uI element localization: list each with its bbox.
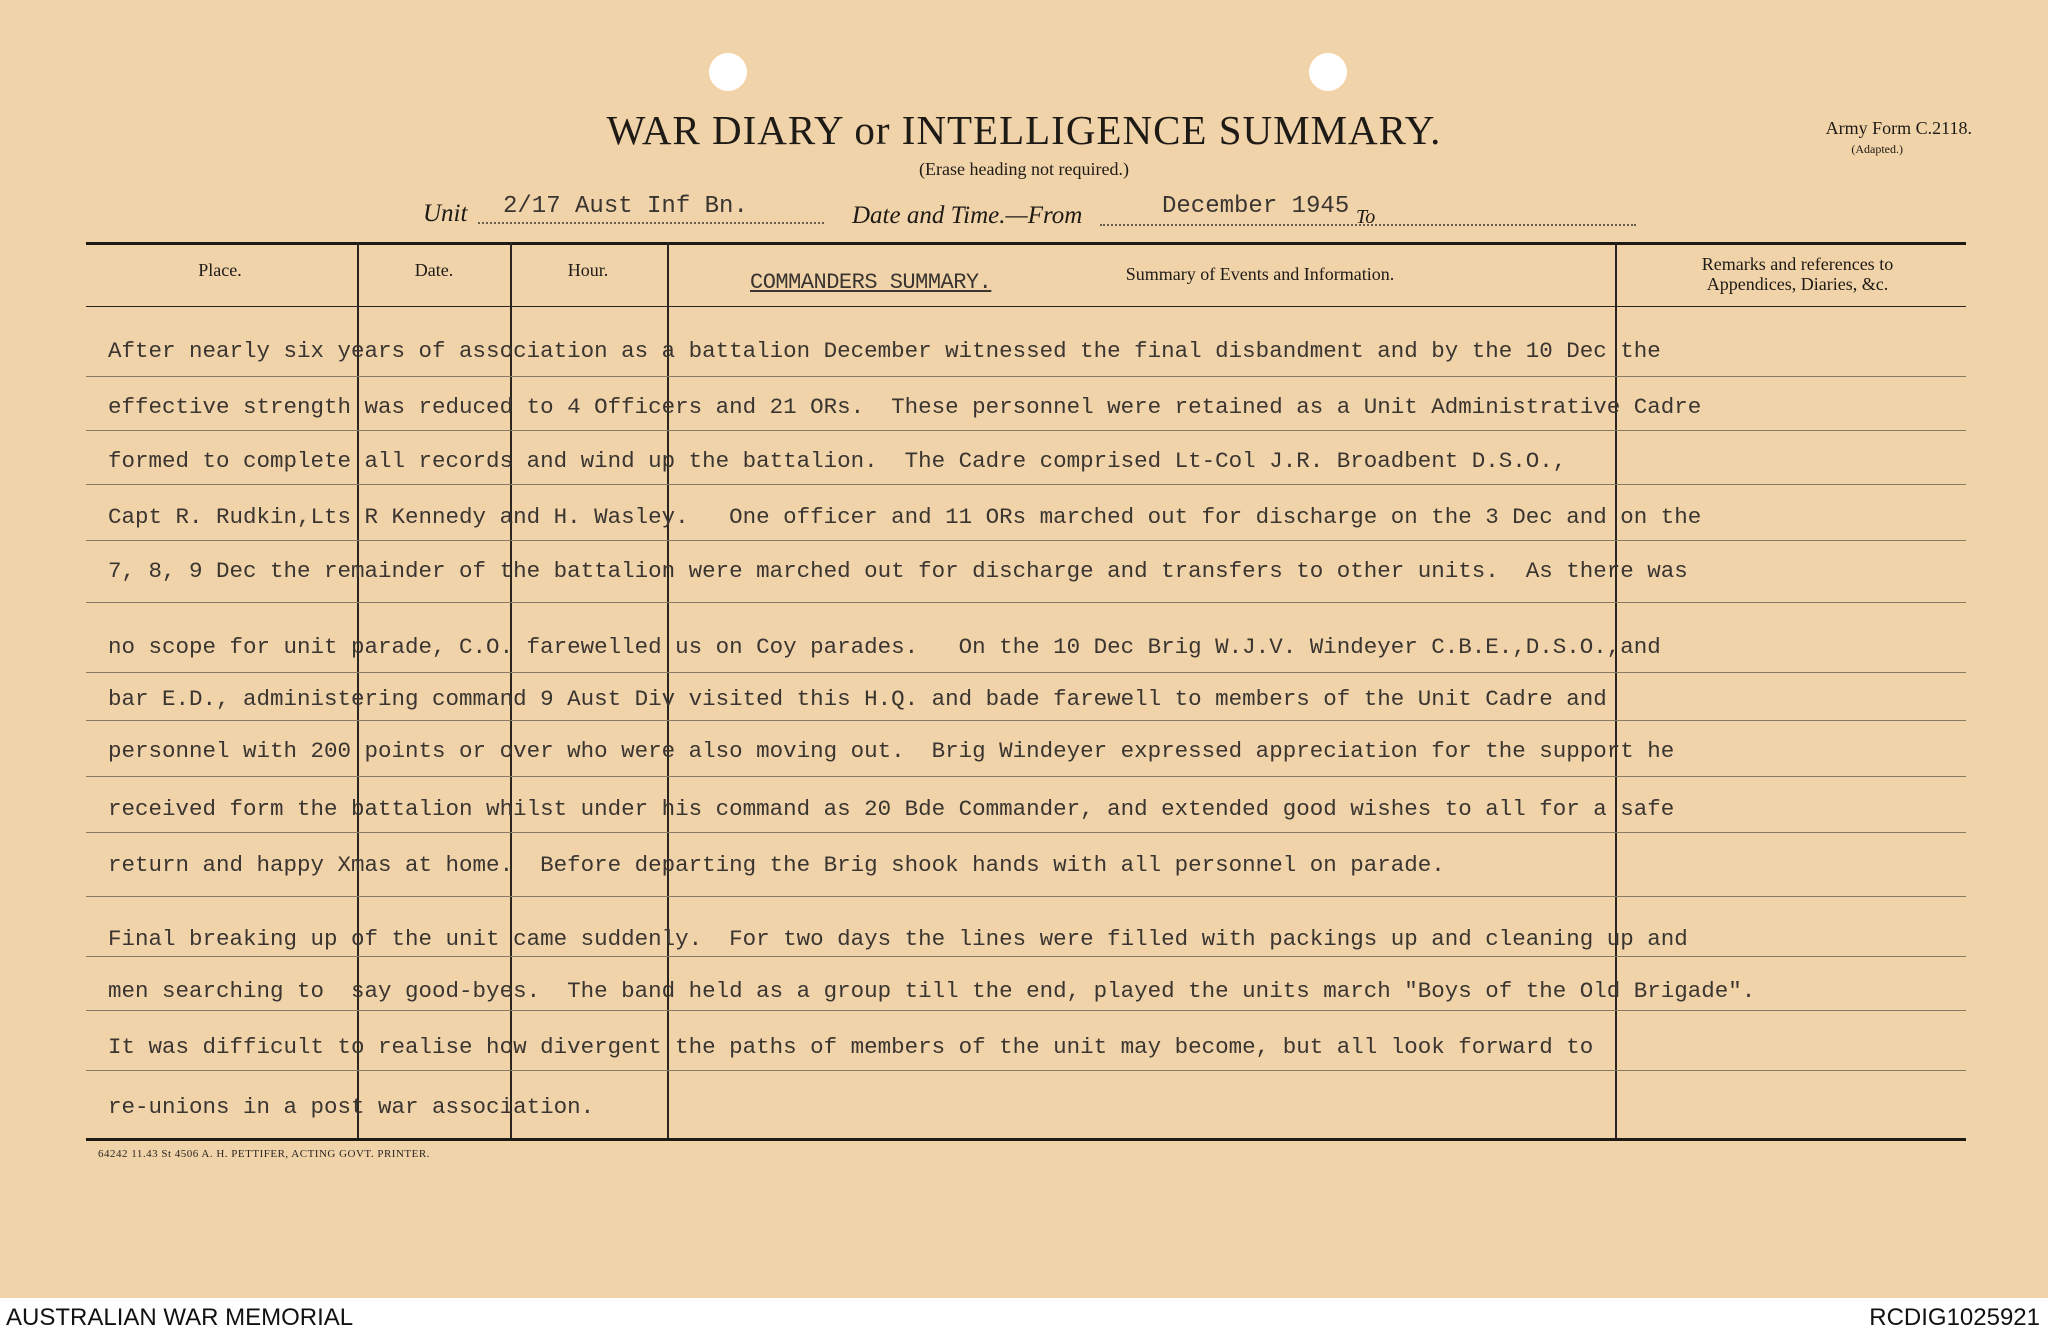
- diary-line: no scope for unit parade, C.O. farewelled us on Coy parades. On the 10 Dec Brig W.J.V. Windeyer C.B.E.,D.S.O.,and: [108, 634, 1661, 660]
- ruled-line: [86, 720, 1966, 721]
- ruled-line: [86, 832, 1966, 833]
- diary-line: received form the battalion whilst under his command as 20 Bde Commander, and extended good wishes to all for a safe: [108, 796, 1675, 822]
- printer-imprint: 64242 11.43 St 4506 A. H. PETTIFER, ACTING GOVT. PRINTER.: [98, 1148, 430, 1160]
- ruled-line: [86, 776, 1966, 777]
- ruled-line: [86, 1070, 1966, 1071]
- commanders-summary-heading: COMMANDERS SUMMARY.: [750, 270, 992, 295]
- diary-line: Final breaking up of the unit came suddenly. For two days the lines were filled with packings up and cleaning up and: [108, 926, 1688, 952]
- unit-dotline: [478, 222, 824, 224]
- unit-label: Unit: [423, 200, 468, 227]
- ruled-line: [86, 672, 1966, 673]
- date-from-label: Date and Time.—From: [852, 202, 1083, 229]
- diary-line: After nearly six years of association as a battalion December witnessed the final disbandment and by the 10 Dec the: [108, 338, 1661, 364]
- ruled-line: [86, 896, 1966, 897]
- col-header-summary: Summary of Events and Information.: [1125, 264, 1395, 284]
- col-header-place: Place.: [198, 260, 242, 280]
- unit-value: 2/17 Aust Inf Bn.: [503, 193, 748, 220]
- diary-line: bar E.D., administering command 9 Aust Div visited this H.Q. and bade farewell to members of the Unit Cadre and: [108, 686, 1607, 712]
- ruled-line: [86, 430, 1966, 431]
- table-top-rule: [86, 242, 1966, 245]
- form-title: WAR DIARY or INTELLIGENCE SUMMARY.: [606, 107, 1442, 153]
- diary-line: It was difficult to realise how divergent the paths of members of the unit may become, but all look forward to: [108, 1034, 1594, 1060]
- col-header-remarks-1: Remarks and references to: [1701, 254, 1894, 274]
- header-bottom-rule: [86, 306, 1966, 307]
- ruled-line: [86, 376, 1966, 377]
- ruled-line: [86, 956, 1966, 957]
- diary-line: men searching to say good-byes. The band held as a group till the end, played the units march "Boys of the Old Brigade".: [108, 978, 1756, 1004]
- diary-line: 7, 8, 9 Dec the remainder of the battalion were marched out for discharge and transfers to other units. As there was: [108, 558, 1688, 584]
- diary-line: effective strength was reduced to 4 Officers and 21 ORs. These personnel were retained as a Unit Administrative Cadre: [108, 394, 1702, 420]
- archive-caption-left: AUSTRALIAN WAR MEMORIAL: [6, 1304, 354, 1331]
- diary-line: formed to complete all records and wind up the battalion. The Cadre comprised Lt-Col J.R. Broadbent D.S.O.,: [108, 448, 1567, 474]
- ruled-line: [86, 540, 1966, 541]
- ruled-line: [86, 602, 1966, 603]
- punch-hole-right: [1309, 53, 1347, 91]
- date-to-label: To: [1356, 206, 1376, 228]
- diary-line: return and happy Xmas at home. Before departing the Brig shook hands with all personnel on parade.: [108, 852, 1445, 878]
- archive-caption-right: RCDIG1025921: [1869, 1304, 2040, 1331]
- ruled-line: [86, 484, 1966, 485]
- table-bottom-rule: [86, 1138, 1966, 1141]
- col-header-date: Date.: [414, 260, 454, 280]
- col-header-remarks-2: Appendices, Diaries, &c.: [1706, 274, 1889, 294]
- date-value: December 1945: [1162, 193, 1350, 220]
- col-header-hour: Hour.: [567, 260, 609, 280]
- form-subtitle: (Erase heading not required.): [919, 159, 1129, 179]
- diary-line: personnel with 200 points or over who were also moving out. Brig Windeyer expressed appreciation for the support he: [108, 738, 1675, 764]
- army-form-adapted: (Adapted.): [1851, 142, 1903, 156]
- diary-line: Capt R. Rudkin,Lts R Kennedy and H. Wasley. One officer and 11 ORs marched out for discharge on the 3 Dec and on the: [108, 504, 1702, 530]
- army-form-number: Army Form C.2118.: [1825, 118, 1972, 138]
- diary-line: re-unions in a post war association.: [108, 1094, 595, 1120]
- punch-hole-left: [709, 53, 747, 91]
- ruled-line: [86, 1010, 1966, 1011]
